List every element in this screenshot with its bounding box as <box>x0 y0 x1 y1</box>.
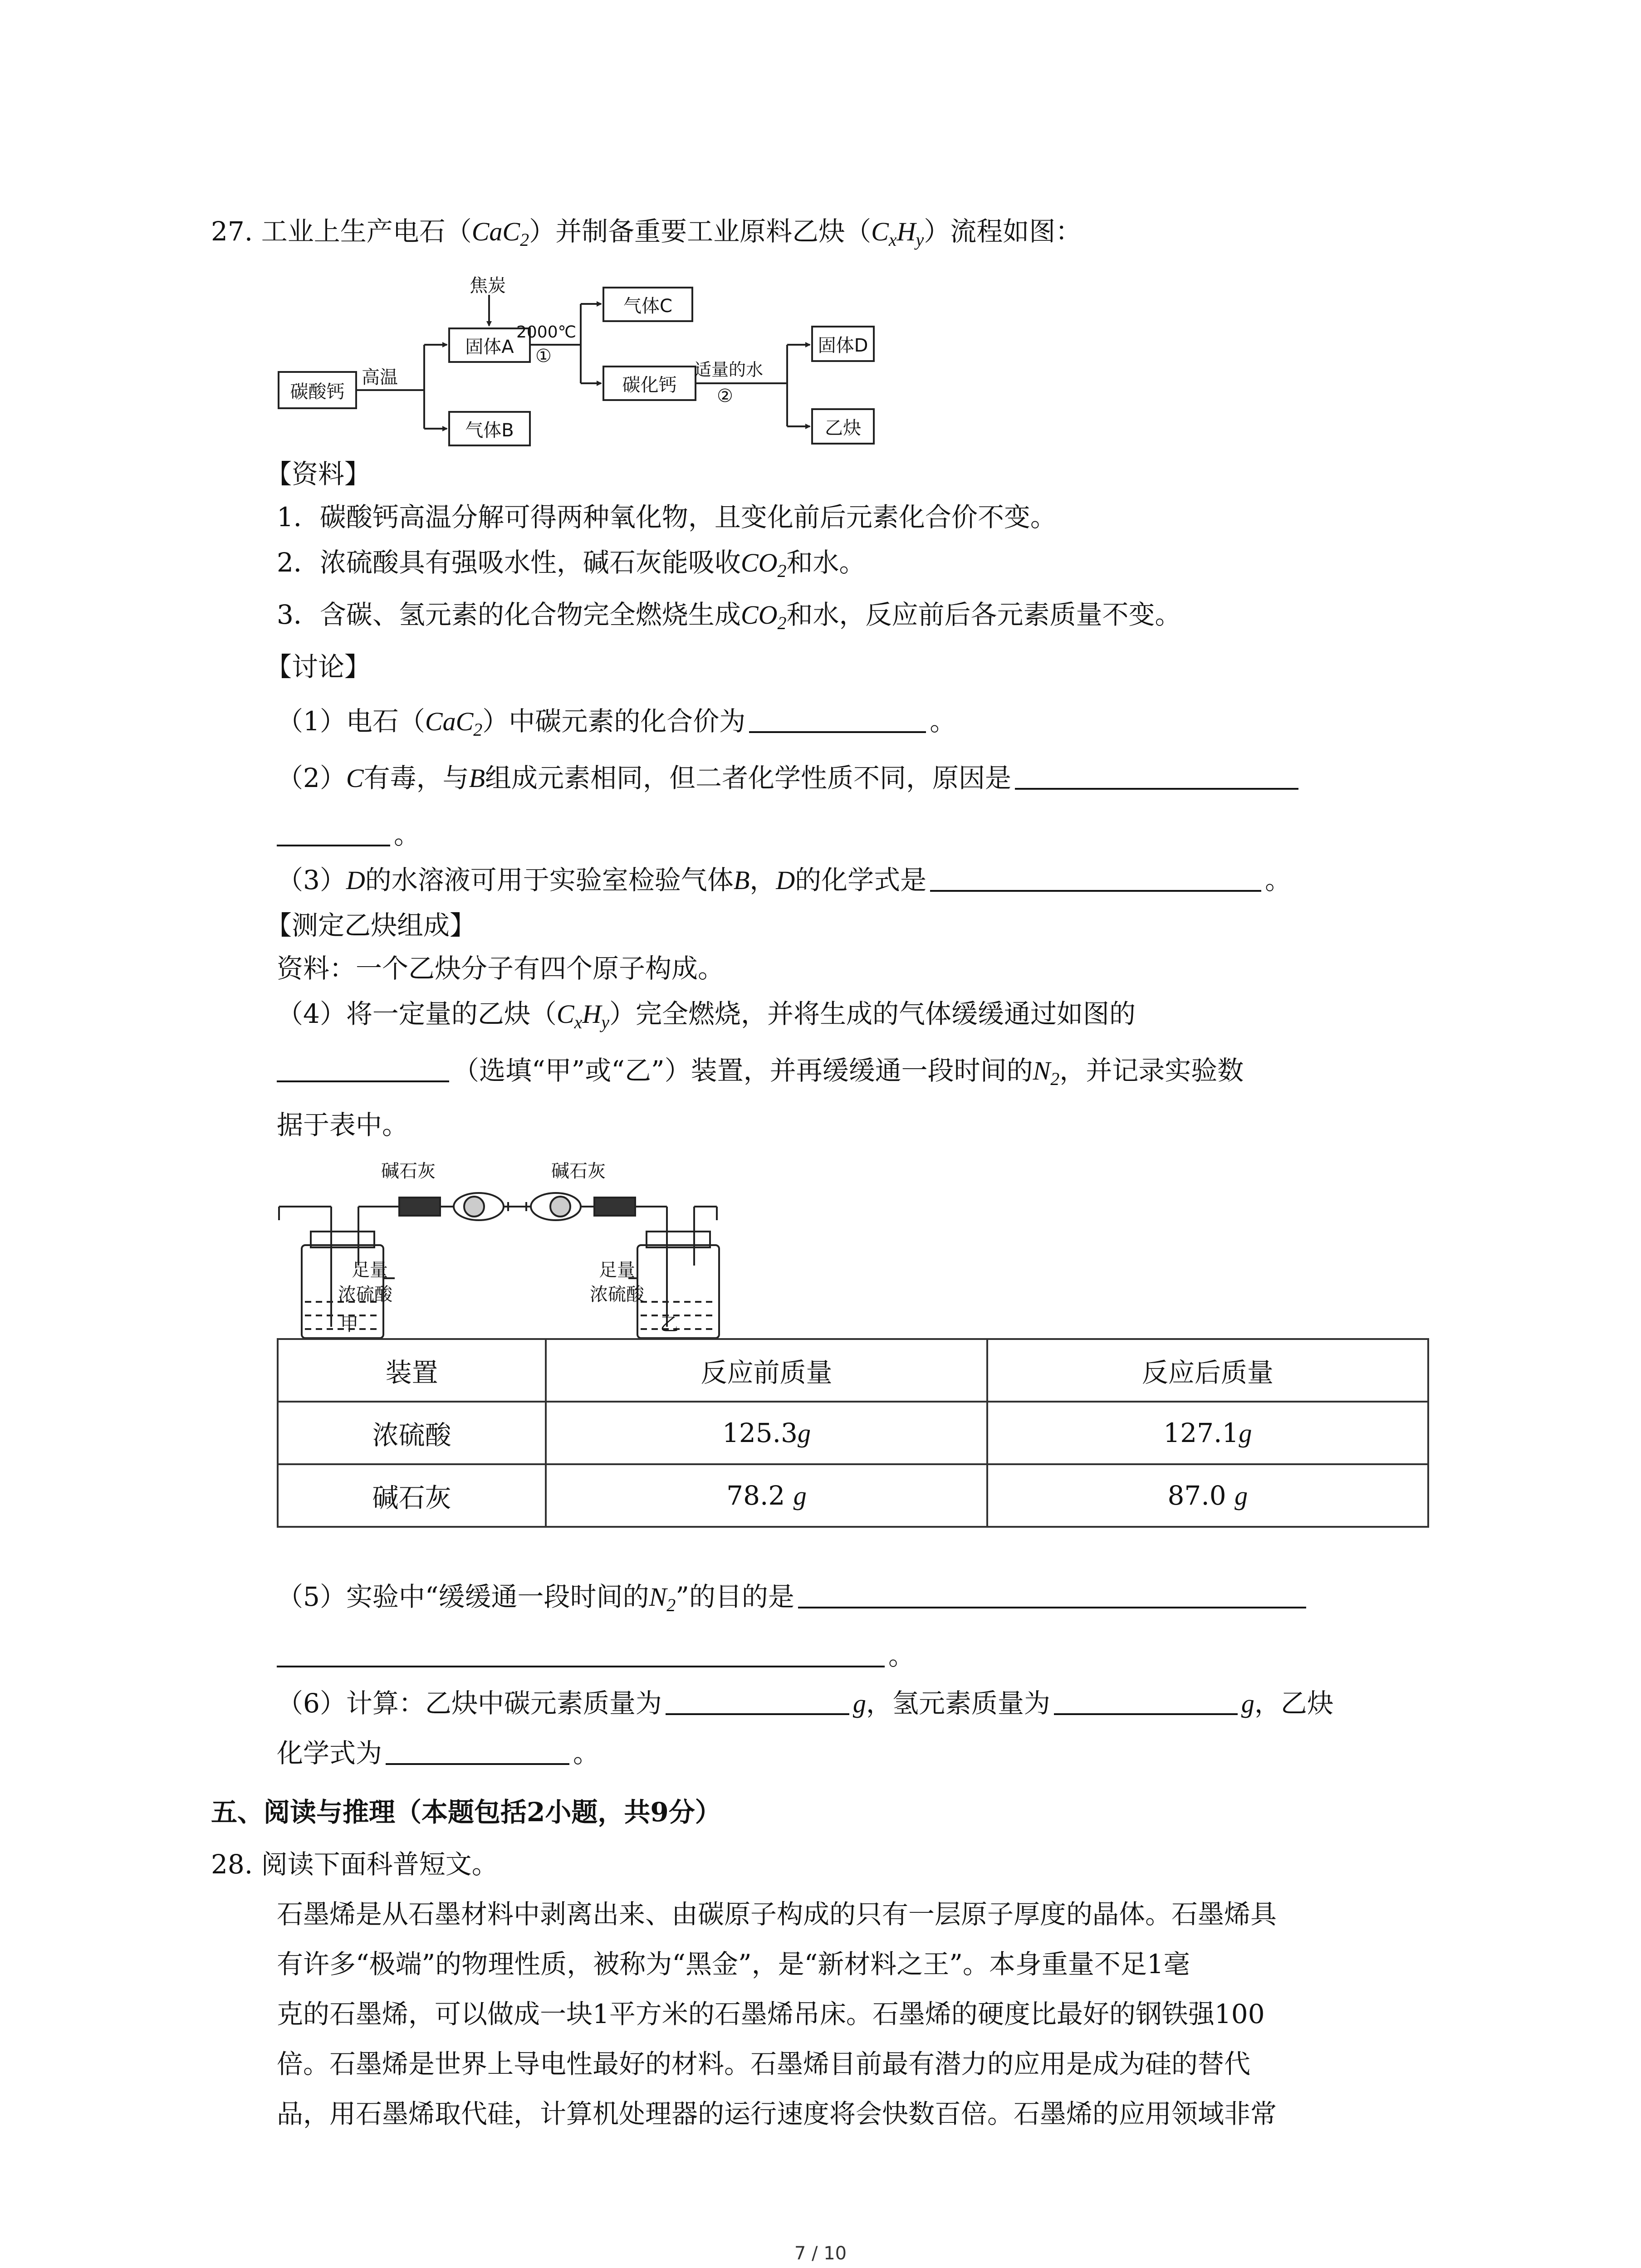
q28-number: 28. <box>211 1849 253 1880</box>
q27-number: 27. <box>211 216 253 247</box>
coke-label: 焦炭 <box>470 275 506 296</box>
step2-label: ② <box>717 386 733 406</box>
q28-paragraph-line-3: 克的石墨烯，可以做成一块1平方米的石墨烯吊床。石墨烯的硬度比最好的钢铁强100 <box>277 1999 1265 2029</box>
q28-paragraph-line-4: 倍。石墨烯是世界上导电性最好的材料。石墨烯目前最有潜力的应用是成为硅的替代 <box>277 2048 1251 2079</box>
high-temp-label: 高温 <box>362 367 398 388</box>
question-4: （4）将一定量的乙炔$(C_xH_y)$完全燃烧，并将生成的气体缓缓通过如图的 <box>277 998 1136 1032</box>
table-cell: 87.0 g <box>987 1464 1428 1527</box>
measure-heading: 【测定乙炔组成】 <box>265 910 476 941</box>
q28-paragraph-line-5: 品，用石墨烯取代硅，计算机处理器的运行速度将会快数百倍。石墨烯的应用领域非常 <box>277 2098 1277 2129</box>
question-2-cont: 。 <box>277 816 420 853</box>
box-solid-a: 固体A <box>448 327 531 363</box>
table-row <box>278 1402 1428 1464</box>
soda-lime-label-2: 碱石灰 <box>551 1161 606 1182</box>
question-4-end: 据于表中。 <box>277 1110 409 1140</box>
discussion-heading: 【讨论】 <box>265 651 371 682</box>
table-cell: 浓硫酸 <box>278 1402 546 1464</box>
table-cell: 78.2 g <box>546 1464 987 1527</box>
materials-item-1: 1．碳酸钙高温分解可得两种氧化物，且变化前后元素化合价不变。 <box>277 502 1057 533</box>
q28-paragraph-line-1: 石墨烯是从石墨材料中剥离出来、由碳原子构成的只有一层原子厚度的晶体。石墨烯具 <box>277 1899 1277 1930</box>
acid-label-2a: 足量 <box>599 1260 635 1281</box>
q28-intro: 28. 阅读下面科普短文。 <box>211 1849 498 1880</box>
box-gas-c: 气体C <box>603 287 693 322</box>
water-label: 适量的水 <box>694 360 764 380</box>
materials-item-2: 2．浓硫酸具有强吸水性，碱石灰能吸收$CO_2$和水。 <box>277 547 866 581</box>
box-calcium-carbonate: 碳酸钙 <box>278 371 357 409</box>
materials-item-3: 3．含碳、氢元素的化合物完全燃烧生成$CO_2$和水，反应前后各元素质量不变。 <box>277 599 1181 633</box>
answer-blank-6b[interactable] <box>1054 1687 1238 1715</box>
q27-intro: 27. 工业上生产电石（CaC$_2$）并制备重要工业原料乙炔$(C_xH_y)$流程如图： <box>211 216 1082 250</box>
box-gas-b: 气体B <box>448 411 531 446</box>
page-number: 7 / 10 <box>794 2243 847 2264</box>
table-header-row <box>278 1339 1428 1402</box>
question-5-cont: 。 <box>277 1637 915 1674</box>
soda-lime-label-1: 碱石灰 <box>381 1161 436 1182</box>
apparatus-yi-label: 乙 <box>660 1314 678 1335</box>
formula-cac2: CaC$_2$ <box>471 217 529 250</box>
table-header-cell: 反应后质量 <box>987 1339 1428 1402</box>
measure-info: 资料：一个乙炔分子有四个原子构成。 <box>277 953 725 984</box>
box-acetylene: 乙炔 <box>811 408 875 445</box>
answer-blank-5b[interactable] <box>277 1639 885 1667</box>
question-1: （1）电石（CaC$_2$）中碳元素的化合价为 。 <box>277 706 956 740</box>
table-row <box>278 1464 1428 1527</box>
table-header-cell: 装置 <box>278 1339 546 1402</box>
step1-label: ① <box>535 346 552 367</box>
table-header-cell: 反应前质量 <box>546 1339 987 1402</box>
question-5: （5）实验中“缓缓通一段时间的$N_2$”的目的是 <box>277 1579 1310 1615</box>
answer-blank-6a[interactable] <box>666 1687 849 1715</box>
table-cell: 127.1g <box>987 1402 1428 1464</box>
question-6: （6）计算：乙炔中碳元素质量为 g，氢元素质量为 g，乙炔 <box>277 1688 1333 1719</box>
q28-paragraph-line-2: 有许多“极端”的物理性质，被称为“黑金”，是“新材料之王”。本身重量不足1毫 <box>277 1949 1190 1980</box>
box-solid-d: 固体D <box>811 326 875 362</box>
acid-label-1a: 足量 <box>352 1260 388 1281</box>
table-cell: 碱石灰 <box>278 1464 546 1527</box>
section-5-title: 五、阅读与推理（本题包括2小题，共9分） <box>211 1797 721 1828</box>
answer-blank-5a[interactable] <box>798 1580 1306 1608</box>
acid-label-1b: 浓硫酸 <box>338 1284 392 1305</box>
question-6-cont: 化学式为 。 <box>277 1738 600 1769</box>
question-4-cont: （选填“甲”或“乙”）装置，并再缓缓通一段时间的$N_2$，并记录实验数 <box>277 1052 1244 1089</box>
question-2: （2）C有毒，与B组成元素相同，但二者化学性质不同，原因是 <box>277 760 1302 797</box>
table-cell: 125.3g <box>546 1402 987 1464</box>
answer-blank-6c[interactable] <box>386 1737 569 1765</box>
data-table <box>277 1338 1429 1528</box>
box-calcium-carbide: 碳化钙 <box>603 366 696 401</box>
apparatus-jia-label: 甲 <box>340 1314 358 1335</box>
formula-cxhy: $C_xH_y$ <box>871 217 924 250</box>
materials-heading: 【资料】 <box>265 459 371 489</box>
question-3: （3）D的水溶液可用于实验室检验气体B，D的化学式是 。 <box>277 865 1292 895</box>
acid-label-2b: 浓硫酸 <box>590 1284 644 1305</box>
temp-2000-label: 2000℃ <box>516 323 577 342</box>
